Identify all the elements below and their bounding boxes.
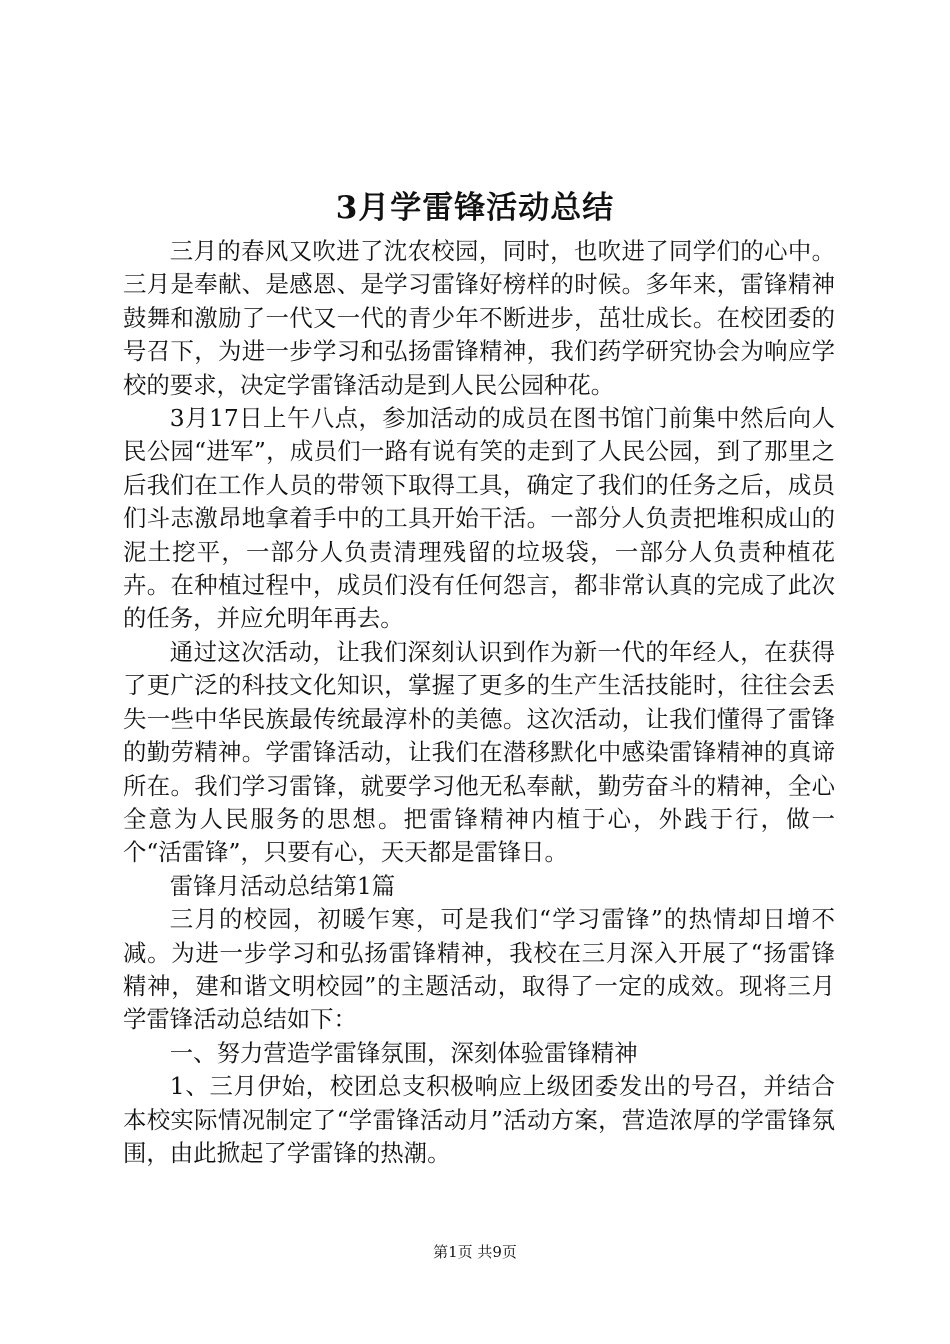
page-number: 第1页 共9页 — [433, 1243, 517, 1261]
section-heading: 雷锋月活动总结第1篇 — [169, 871, 396, 900]
paragraph: 1、三月伊始，校团总支积极响应上级团委发出的号召，并结合本校实际情况制定了“学雷锋活动月”活动方案，营造浓厚的学雷锋氛围，由此掀起了学雷锋的热潮。 — [123, 1072, 835, 1167]
paragraph: 三月的春风又吹进了沈农校园，同时，也吹进了同学们的心中。三月是奉献、是感恩、是学习雷锋好榜样的时候。多年来，雷锋精神鼓舞和激励了一代又一代的青少年不断进步，茁壮成长。在校团委的号召下，为进一步学习和弘扬雷锋精神，我们药学研究协会为响应学校的要求，决定学雷锋活动是到人民公园种花。 — [123, 237, 835, 399]
section-heading: 一、努力营造学雷锋氛围，深刻体验雷锋精神 — [169, 1038, 638, 1067]
paragraph: 3月17日上午八点，参加活动的成员在图书馆门前集中然后向人民公园“进军”，成员们一路有说有笑的走到了人民公园，到了那里之后我们在工作人员的带领下取得工具，确定了我们的任务之后，成员们斗志激昂地拿着手中的工具开始干活。一部分人负责把堆积成山的泥土挖平，一部分人负责清理残留的垃圾袋，一部分人负责种植花卉。在种植过程中，成员们没有任何怨言，都非常认真的完成了此次的任务，并应允明年再去。 — [123, 404, 835, 633]
document-title: 3月学雷锋活动总结 — [335, 190, 615, 226]
paragraph: 三月的校园，初暖乍寒，可是我们“学习雷锋”的热情却日增不减。为进一步学习和弘扬雷锋精神，我校在三月深入开展了“扬雷锋精神，建和谐文明校园”的主题活动，取得了一定的成效。现将三月学雷锋活动总结如下： — [123, 905, 835, 1034]
paragraph: 通过这次活动，让我们深刻认识到作为新一代的年经人，在获得了更广泛的科技文化知识，掌握了更多的生产生活技能时，往往会丢失一些中华民族最传统最淳朴的美德。这次活动，让我们懂得了雷锋的勤劳精神。学雷锋活动，让我们在潜移默化中感染雷锋精神的真谛所在。我们学习雷锋，就要学习他无私奉献，勤劳奋斗的精神，全心全意为人民服务的思想。把雷锋精神内植于心，外践于行，做一个“活雷锋”，只要有心，天天都是雷锋日。 — [123, 637, 835, 867]
document-body — [123, 235, 835, 1170]
